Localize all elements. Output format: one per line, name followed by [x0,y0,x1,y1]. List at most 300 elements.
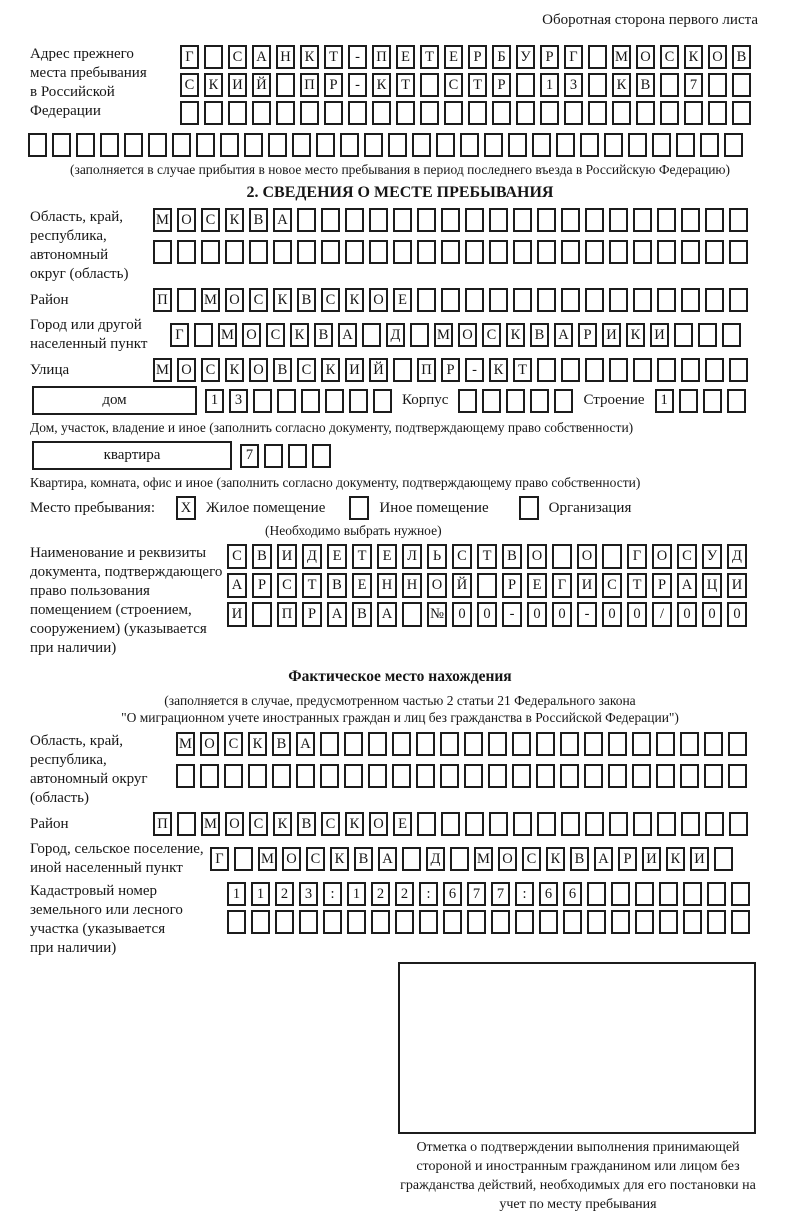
char-box [234,847,253,871]
char-box [705,812,724,836]
char-box: О [427,573,447,598]
char-box [703,389,722,413]
char-box [585,208,604,232]
char-box [464,764,483,788]
choose-note: (Необходимо выбрать нужное) [265,523,442,538]
char-box [344,764,363,788]
char-box [320,732,339,756]
dom-cells [205,389,392,413]
char-box [729,240,748,264]
char-box [681,208,700,232]
char-box: О [527,544,547,569]
char-box [417,208,436,232]
char-box [248,764,267,788]
zhiloe-label: Жилое помещение [206,499,326,516]
char-box [348,101,367,125]
char-box [340,133,359,157]
char-box: О [225,812,244,836]
char-box [628,133,647,157]
char-box: Е [444,45,463,69]
char-box: - [348,45,367,69]
char-box [609,358,628,382]
char-box: Р [324,73,343,97]
char-box: К [345,812,364,836]
char-box: В [249,208,268,232]
char-box: В [570,847,589,871]
char-box [148,133,167,157]
char-box: С [677,544,697,569]
char-box [536,732,555,756]
char-box [515,910,534,934]
char-box: Н [276,45,295,69]
kvartira-note: Квартира, комната, офис и иное (заполнить согласно документу, подтверждающему право собственности) [30,475,641,490]
stamp-box [398,962,756,1134]
prev-address-note: (заполняется в случае прибытия в новое место пребывания в период последнего въезда в Российскую Федерацию) [69,162,731,177]
char-box [467,910,486,934]
char-box: С [444,73,463,97]
char-box: И [577,573,597,598]
char-box: Т [468,73,487,97]
char-box [585,240,604,264]
fact-rayon-cells [153,812,748,836]
char-box [176,764,195,788]
kvartira-cells [240,444,331,468]
prev-address-extra-row [28,133,743,157]
char-box: 0 [702,602,722,627]
mesto-label: Место пребывания: [30,499,155,516]
char-box [560,732,579,756]
char-box: О [282,847,301,871]
char-box: М [612,45,631,69]
char-box: 0 [677,602,697,627]
char-box [633,240,652,264]
char-box [100,133,119,157]
char-box [681,240,700,264]
char-box [681,812,700,836]
korpus-cells [458,389,573,413]
char-box [679,389,698,413]
char-box [252,602,272,627]
char-box: А [273,208,292,232]
char-box [441,288,460,312]
char-box [700,133,719,157]
char-box: И [690,847,709,871]
char-box [512,732,531,756]
char-box [272,764,291,788]
char-box [395,910,414,934]
char-box: К [684,45,703,69]
char-box: Д [302,544,322,569]
char-box [436,133,455,157]
stroenie-cells [655,389,746,413]
char-box: Л [402,544,422,569]
char-box: К [372,73,391,97]
char-box: 2 [275,882,294,906]
oblast-row-2 [153,240,748,264]
char-box [707,882,726,906]
fact-oblast-rows [176,732,747,792]
char-box: Й [452,573,472,598]
char-box [369,240,388,264]
ulitsa-cells [153,358,748,382]
prev-address-block [30,45,780,129]
char-box [204,45,223,69]
fact-rayon-label: Район [30,815,69,832]
char-box [585,812,604,836]
char-box: В [273,358,292,382]
char-box: О [458,323,477,347]
char-box [563,910,582,934]
char-box [609,240,628,264]
char-box [587,910,606,934]
char-box: / [652,602,672,627]
char-box: В [297,288,316,312]
char-box: К [248,732,267,756]
char-box: В [636,73,655,97]
char-box [396,101,415,125]
char-box: 1 [251,882,270,906]
char-box: В [314,323,333,347]
inoe-label: Иное помещение [379,499,489,516]
char-box [227,910,246,934]
char-box [320,764,339,788]
document-row-2 [227,573,747,598]
char-box [561,240,580,264]
char-box: Т [302,573,322,598]
char-box: С [452,544,472,569]
char-box: Р [302,602,322,627]
char-box: А [677,573,697,598]
char-box [587,882,606,906]
char-box: К [300,45,319,69]
char-box: И [227,602,247,627]
char-box [392,764,411,788]
char-box [277,389,296,413]
char-box [722,323,741,347]
char-box [635,882,654,906]
char-box: Т [513,358,532,382]
char-box [708,101,727,125]
char-box: Т [477,544,497,569]
char-box [684,101,703,125]
char-box: Н [377,573,397,598]
char-box: К [330,847,349,871]
char-box [177,240,196,264]
char-box [561,358,580,382]
char-box [728,732,747,756]
char-box: : [419,882,438,906]
char-box [344,732,363,756]
char-box: А [554,323,573,347]
document-row-1 [227,544,747,569]
char-box: К [204,73,223,97]
char-box: М [258,847,277,871]
char-box: К [225,358,244,382]
char-box: Й [252,73,271,97]
char-box [201,240,220,264]
char-box: М [153,208,172,232]
char-box [393,208,412,232]
prev-address-label: Адрес прежнего места пребывания в Российской Федерации [30,46,147,119]
char-box: О [249,358,268,382]
char-box [177,812,196,836]
fact-oblast-label: Область, край, республика, автономный округ (область) [30,733,148,806]
char-box [312,444,331,468]
char-box: 0 [727,602,747,627]
char-box: Е [327,544,347,569]
char-box [585,288,604,312]
char-box: К [612,73,631,97]
char-box [124,133,143,157]
char-box [177,288,196,312]
char-box [539,910,558,934]
char-box [297,240,316,264]
char-box [513,208,532,232]
char-box: П [153,288,172,312]
char-box [657,208,676,232]
char-box [729,812,748,836]
stamp-caption: Отметка о подтверждении выполнения принимающей стороной и иностранным гражданином или лицом без гражданства действий, необходимых для его постановки на учет по месту пребывания [400,1140,756,1212]
char-box: 3 [299,882,318,906]
char-box: 1 [540,73,559,97]
char-box [731,910,750,934]
char-box [410,323,429,347]
page-side-note: Оборотная сторона первого листа [542,12,758,28]
char-box [419,910,438,934]
char-box [275,910,294,934]
char-box [704,732,723,756]
char-box: С [321,288,340,312]
char-box [659,882,678,906]
char-box: Т [396,73,415,97]
char-box [345,208,364,232]
char-box [635,910,654,934]
char-box: : [515,882,534,906]
char-box [252,101,271,125]
ulitsa-label: Улица [30,361,70,378]
char-box [608,764,627,788]
char-box [707,910,726,934]
char-box: Е [393,288,412,312]
char-box: У [702,544,722,569]
fact-oblast-block [30,732,780,808]
char-box [392,732,411,756]
char-box [609,208,628,232]
char-box: А [227,573,247,598]
char-box [633,208,652,232]
char-box: К [290,323,309,347]
char-box [468,101,487,125]
fact-gorod-row [30,840,780,878]
char-box: С [297,358,316,382]
char-box [683,882,702,906]
prev-address-rows [180,45,751,129]
char-box [657,358,676,382]
char-box [321,208,340,232]
char-box: Р [652,573,672,598]
kadastr-rows [227,882,750,938]
char-box [513,288,532,312]
char-box [196,133,215,157]
char-box [680,764,699,788]
char-box [417,240,436,264]
stroenie-label: Строение [583,392,645,408]
char-box [465,240,484,264]
char-box [349,389,368,413]
char-box: А [377,602,397,627]
char-box: О [708,45,727,69]
char-box [225,240,244,264]
char-box: Г [170,323,189,347]
char-box [416,732,435,756]
char-box [530,389,549,413]
char-box [465,812,484,836]
char-box: Р [618,847,637,871]
char-box [52,133,71,157]
char-box [228,101,247,125]
char-box [441,812,460,836]
char-box: А [296,732,315,756]
oblast-block [30,208,780,284]
char-box: К [506,323,525,347]
char-box: - [577,602,597,627]
char-box: О [177,208,196,232]
char-box: К [225,208,244,232]
char-box [516,73,535,97]
char-box: С [224,732,243,756]
char-box: А [252,45,271,69]
char-box [268,133,287,157]
char-box [76,133,95,157]
char-box: А [594,847,613,871]
char-box [632,764,651,788]
char-box [441,240,460,264]
char-box: 0 [477,602,497,627]
char-box: 6 [443,882,462,906]
char-box: Е [396,45,415,69]
char-box [325,389,344,413]
char-box [489,288,508,312]
char-box: К [273,812,292,836]
char-box [508,133,527,157]
char-box [460,133,479,157]
char-box: С [306,847,325,871]
char-box: К [489,358,508,382]
char-box: С [249,288,268,312]
char-box: : [323,882,342,906]
fact-title: Фактическое место нахождения [288,668,512,685]
char-box: Р [441,358,460,382]
char-box [224,764,243,788]
fact-gorod-label: Город, сельское поселение, иной населенный пункт [30,841,204,876]
char-box: В [327,573,347,598]
char-box: К [345,288,364,312]
char-box [660,73,679,97]
char-box: Г [180,45,199,69]
char-box: 1 [205,389,224,413]
kvartira-box: квартира [32,441,232,470]
char-box: 3 [229,389,248,413]
char-box [153,240,172,264]
char-box [362,323,381,347]
char-box: П [153,812,172,836]
char-box: К [626,323,645,347]
dom-row [32,386,780,415]
char-box [561,288,580,312]
char-box [516,101,535,125]
char-box [194,323,213,347]
char-box: П [277,602,297,627]
char-box [657,240,676,264]
char-box: Ц [702,573,722,598]
char-box [537,358,556,382]
char-box [345,240,364,264]
prev-address-row-2 [180,73,751,97]
char-box [440,732,459,756]
char-box [512,764,531,788]
char-box [417,812,436,836]
prev-address-row-3 [180,101,751,125]
char-box [373,389,392,413]
char-box: О [636,45,655,69]
char-box [204,101,223,125]
char-box [273,240,292,264]
char-box [368,764,387,788]
section2-title: 2. СВЕДЕНИЯ О МЕСТЕ ПРЕБЫВАНИЯ [246,184,554,201]
char-box: П [417,358,436,382]
char-box [347,910,366,934]
char-box [705,240,724,264]
char-box [316,133,335,157]
char-box [416,764,435,788]
char-box [532,133,551,157]
char-box [299,910,318,934]
char-box: С [180,73,199,97]
char-box: О [369,288,388,312]
document-row-3 [227,602,747,627]
char-box [636,101,655,125]
char-box [537,288,556,312]
char-box: И [602,323,621,347]
char-box [704,764,723,788]
char-box: С [482,323,501,347]
char-box: 1 [655,389,674,413]
char-box [489,208,508,232]
char-box [676,133,695,157]
char-box [660,101,679,125]
char-box [28,133,47,157]
char-box [729,288,748,312]
char-box [440,764,459,788]
char-box: Й [369,358,388,382]
char-box: А [378,847,397,871]
char-box: О [498,847,517,871]
char-box: Р [540,45,559,69]
char-box [727,389,746,413]
char-box [588,101,607,125]
oblast-label: Область, край, республика, автономный округ (область) [30,209,129,282]
char-box: Т [324,45,343,69]
char-box [417,288,436,312]
char-box: О [577,544,597,569]
char-box [443,910,462,934]
char-box [659,910,678,934]
char-box [564,101,583,125]
org-checkbox [519,496,539,520]
char-box [580,133,599,157]
char-box [540,101,559,125]
fact-gorod-cells [210,847,733,871]
